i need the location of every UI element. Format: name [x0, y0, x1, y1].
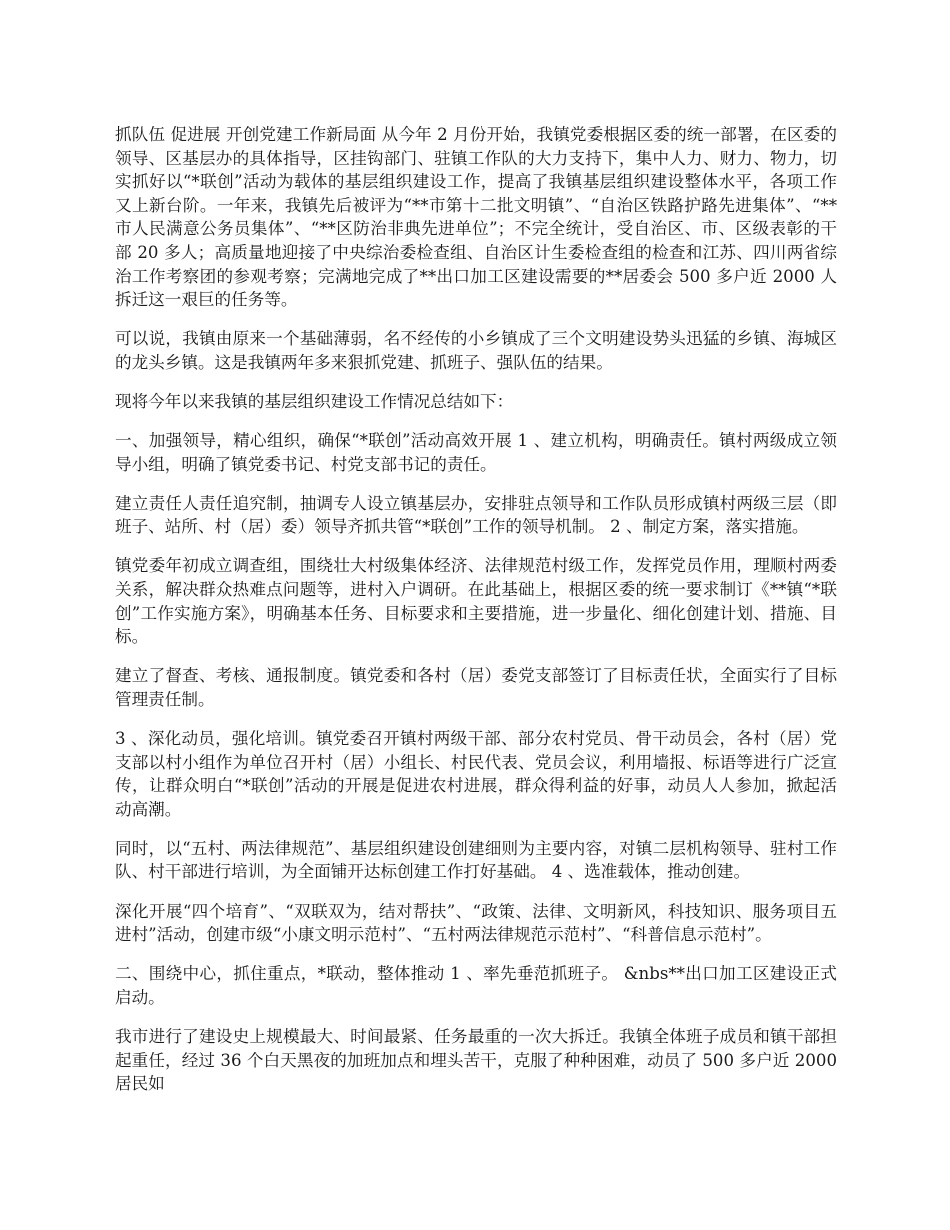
paragraph: 深化开展“四个培育”、“双联双为，结对帮扶”、“政策、法律、文明新风，科技知识、服务项目五进村”活动，创建市级“小康文明示范村”、“五村两法律规范示范村”、“科普信息示范村”。 — [115, 901, 837, 945]
paragraph-section-2: 二、围绕中心，抓住重点，*联动，整体推动 1 、率先垂范抓班子。 &nbs**出口加工区建设正式启动。 — [115, 964, 837, 1007]
paragraph: 建立了督查、考核、通报制度。镇党委和各村（居）委党支部签订了目标责任状，全面实行了目标管理责任制。 — [115, 666, 837, 709]
document-body — [115, 123, 837, 1111]
paragraph: 建立责任人责任追究制，抽调专人设立镇基层办，安排驻点领导和工作队员形成镇村两级三层（即班子、站所、村（居）委）领导齐抓共管“*联创”工作的领导机制。 2 、制定方案，落实措施。 — [115, 493, 837, 537]
paragraph: 3 、深化动员，强化培训。镇党委召开镇村两级干部、部分农村党员、骨干动员会，各村（居）党支部以村小组作为单位召开村（居）小组长、村民代表、党员会议，利用墙报、标语等进行广泛宣传，让群众明白“*联创”活动的开展是促进农村进展，群众得利益的好事，动员人人参加，掀起活动高潮。 — [115, 728, 837, 819]
paragraph-lead-in: 现将今年以来我镇的基层组织建设工作情况总结如下： — [115, 391, 514, 411]
paragraph: 我市进行了建设史上规模最大、时间最紧、任务最重的一次大拆迁。我镇全体班子成员和镇干部担起重任，经过 36 个白天黑夜的加班加点和埋头苦干，克服了种种困难，动员了 500 多户近 2000 居民如 — [115, 1026, 837, 1094]
paragraph: 镇党委年初成立调查组，围绕壮大村级集体经济、法律规范村级工作，发挥党员作用，理顺村两委关系，解决群众热难点问题等，进村入户调研。在此基础上，根据区委的统一要求制订《**镇“*联创”工作实施方案》，明确基本任务、目标要求和主要措施，进一步量化、细化创建计划、措施、目标。 — [115, 556, 837, 647]
paragraph: 同时，以“五村、两法律规范”、基层组织建设创建细则为主要内容，对镇二层机构领导、驻村工作队、村干部进行培训，为全面铺开达标创建工作打好基础。 4 、选准载体，推动创建。 — [115, 838, 837, 882]
paragraph-intro: 抓队伍 促进展 开创党建工作新局面 从今年 2 月份开始，我镇党委根据区委的统一部署，在区委的领导、区基层办的具体指导，区挂钩部门、驻镇工作队的大力支持下，集中人力、财力、物力，切实抓好以“*联创”活动为载体的基层组织建设工作，提高了我镇基层组织建设整体水平，各项工作又上新台阶。一年来，我镇先后被评为“**市第十二批文明镇”、“自治区铁路护路先进集体”、“**市人民满意公务员集体”、“**区防治非典先进单位”；不完全统计，受自治区、市、区级表彰的干部 20 多人；高质量地迎接了中央综治委检查组、自治区计生委检查组的检查和江苏、四川两省综治工作考察团的参观考察；完满地完成了**出口加工区建设需要的**居委会 500 多户近 2000 人拆迁这一艰巨的任务等。 — [115, 125, 837, 310]
paragraph-section-1: 一、加强领导，精心组织，确保“*联创”活动高效开展 1 、建立机构，明确责任。镇村两级成立领导小组，明确了镇党委书记、村党支部书记的责任。 — [115, 431, 837, 474]
paragraph-summary: 可以说，我镇由原来一个基础薄弱，名不经传的小乡镇成了三个文明建设势头迅猛的乡镇、海城区的龙头乡镇。这是我镇两年多来狠抓党建、抓班子、强队伍的结果。 — [115, 329, 837, 372]
